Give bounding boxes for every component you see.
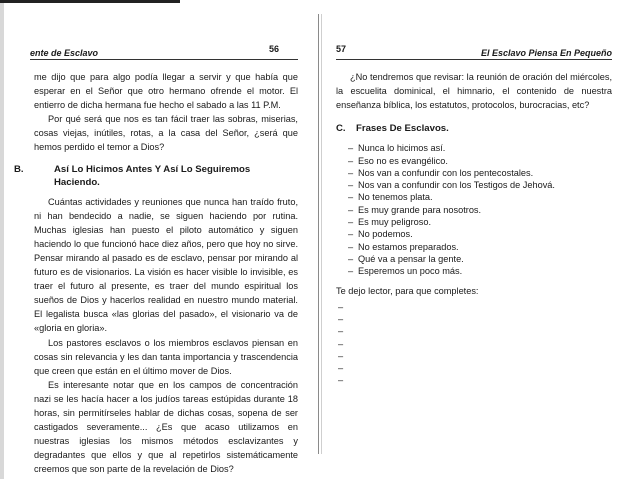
reader-note: Te dejo lector, para que completes: <box>336 285 479 296</box>
left-page-number: 56 <box>269 44 280 54</box>
left-paragraph-1: me dijo que para algo podía llegar a servir y que había que esperar en el Señor que otro hermano ofrende el motor. El entierro de dicha hermana fue hecho el sabado a las 11 P.M. <box>34 72 298 111</box>
left-paragraph-5: Es interesante notar que en los campos de concentración nazi se les hacía hacer a los judíos tareas estúpidas durante 18 horas, sin permitírseles hablar de dichas cosas, sopena de ser castigados severamente... ¿Es que acaso utilizamos en nuestras iglesias los mismos métodos esclavizantes y degradantes que ellos y que al repetirlos sistemáticamente creemos que son parte de la revelación de Dios? <box>34 379 298 475</box>
list-item: – No podemos. <box>348 229 413 240</box>
left-paragraph-4: Los pastores esclavos o los miembros esclavos piensan en cosas sin relevancia y les dan tanta importancia y trascendencia que creen que están en el último mover de Dios. <box>34 337 298 376</box>
book-gutter <box>318 14 319 454</box>
slave-phrases-list <box>348 142 612 277</box>
section-c-heading <box>336 122 612 135</box>
phrase-text: Eso no es evangélico. <box>358 155 448 166</box>
blank-line: – <box>338 375 344 386</box>
blank-lines-list <box>338 301 612 387</box>
phrase-text: Qué va a pensar la gente. <box>358 253 464 264</box>
blank-line: – <box>338 313 344 324</box>
phrase-text: Es muy peligroso. <box>358 217 432 228</box>
phrase-text: Esperemos un poco más. <box>358 266 463 277</box>
list-item: – No estamos preparados. <box>348 241 459 252</box>
section-b-letter: B. <box>14 163 24 175</box>
list-item: – Nos van a confundir con los Testigos de Jehová. <box>348 180 555 191</box>
book-gutter-shadow <box>321 14 322 454</box>
left-paragraph-3: Cuántas actividades y reuniones que nunca han traído fruto, ni han bendecido a nadie, se siguen haciendo por rutina. Muchas iglesias han puesto el piloto automático y siguen haciendo lo que funcionó hace diez años, pero que hoy no sirve. Pensar mirando al pasado es de esclavo, pensar por mirando al futuro es de visionarios. La visión es hacer visible lo invisible, es traer el futuro al presente, es traer del mundo espiritual los sueños de Dios y hacerlos realidad en nuestro mundo material. El legalista busca «las glorias del pasado», el visionario va de «gloria en gloria». <box>34 196 298 334</box>
right-page-number: 57 <box>336 44 347 54</box>
list-item: – Nunca lo hicimos así. <box>348 143 446 154</box>
phrase-text: No podemos. <box>358 229 413 240</box>
phrase-text: Nos van a confundir con los pentecostales. <box>358 167 534 178</box>
left-header-rule <box>30 59 298 60</box>
section-c-title: Frases De Esclavos. <box>356 123 449 135</box>
right-page-body <box>336 70 612 387</box>
right-running-head <box>336 44 612 58</box>
section-b-title: Así Lo Hicimos Antes Y Así Lo Seguiremos Haciendo. <box>54 163 251 188</box>
list-item: – Eso no es evangélico. <box>348 155 448 166</box>
list-item: – Nos van a confundir con los pentecostales. <box>348 167 534 178</box>
blank-line: – <box>338 350 344 361</box>
right-paragraph-1: ¿No tendremos que revisar: la reunión de oración del miércoles, la escuelita dominical, el himnario, el contenido de nuestra enseñanza bíblica, los estatutos, protocolos, burocracias, etc? <box>336 72 612 111</box>
list-item: – No tenemos plata. <box>348 192 433 203</box>
list-item: – Qué va a pensar la gente. <box>348 253 464 264</box>
blank-line: – <box>338 326 344 337</box>
phrase-text: No tenemos plata. <box>358 192 433 203</box>
right-running-title: El Esclavo Piensa En Pequeño <box>480 48 612 58</box>
phrase-text: No estamos preparados. <box>358 241 459 252</box>
left-running-title: ente de Esclavo <box>30 48 99 58</box>
list-item: – Es muy grande para nosotros. <box>348 204 482 215</box>
phrase-text: Nos van a confundir con los Testigos de Jehová. <box>358 180 555 191</box>
blank-line: – <box>338 338 344 349</box>
phrase-text: Nunca lo hicimos así. <box>358 143 446 154</box>
blank-line: – <box>338 363 344 374</box>
blank-line: – <box>338 301 344 312</box>
right-page <box>336 0 612 479</box>
phrase-text: Es muy grande para nosotros. <box>358 204 482 215</box>
left-page <box>14 0 298 479</box>
right-header-rule <box>336 59 612 60</box>
list-item: – Es muy peligroso. <box>348 217 432 228</box>
left-paragraph-2: Por qué será que nos es tan fácil traer las sobras, miserias, cosas viejas, inútiles, rotas, a la casa del Señor, ¿será que hemos perdido el temor a Dios? <box>34 114 298 153</box>
scan-edge <box>0 0 4 479</box>
left-running-head <box>30 44 298 58</box>
left-page-body <box>14 70 298 476</box>
list-item: – Esperemos un poco más. <box>348 266 463 277</box>
section-c-letter: C. <box>336 123 346 135</box>
section-b-heading <box>14 163 298 189</box>
